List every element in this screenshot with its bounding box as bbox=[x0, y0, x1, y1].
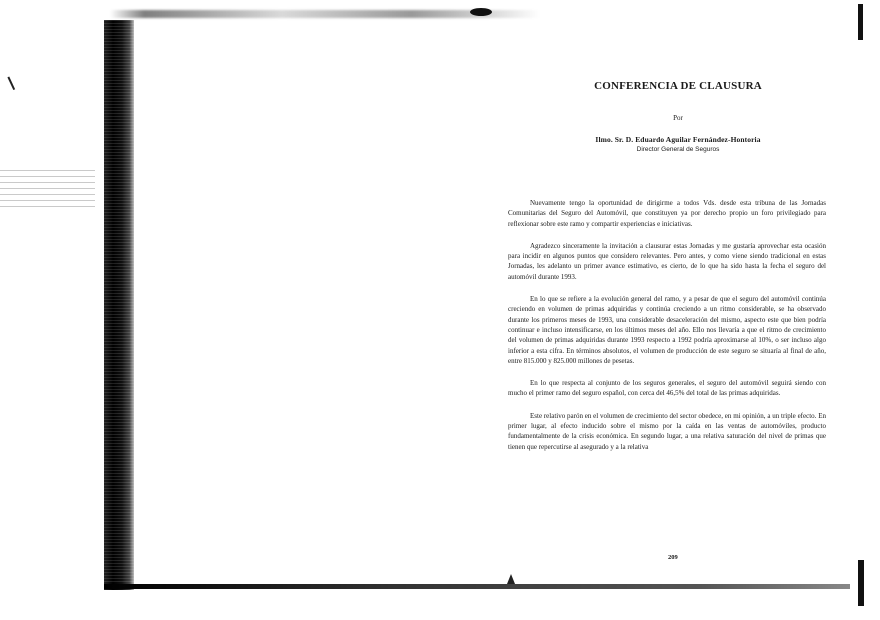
scan-mark-bottom bbox=[507, 574, 515, 584]
author-role: Director General de Seguros bbox=[636, 146, 720, 153]
body-text bbox=[508, 198, 826, 452]
scan-edge-right-bottom bbox=[858, 560, 864, 606]
author-name: Ilmo. Sr. D. Eduardo Aguilar Fernández-Hontoria bbox=[595, 135, 761, 144]
paragraph: Nuevamente tengo la oportunidad de dirigirme a todos Vds. desde esta tribuna de las Jornadas Comunitarias del Seguro del Automóvil, que constituyen ya por derecho propio un foro privilegiado para reflexionar sobre este ramo y compartir experiencias e iniciativas. bbox=[508, 199, 826, 228]
paragraph: En lo que respecta al conjunto de los seguros generales, el seguro del automóvil seguirá siendo con mucho el primer ramo del seguro español, con cerca del 46,5% del total de las primas adquiridas. bbox=[508, 379, 826, 398]
page-title: CONFERENCIA DE CLAUSURA bbox=[594, 80, 762, 92]
byline: Por bbox=[673, 114, 683, 122]
scan-mark-left bbox=[7, 74, 20, 90]
book-spine-streaks bbox=[104, 20, 134, 590]
document-page bbox=[508, 80, 826, 464]
page-number: 209 bbox=[668, 554, 678, 561]
scan-blot bbox=[470, 8, 492, 16]
paragraph: En lo que se refiere a la evolución general del ramo, y a pesar de que el seguro del automóvil continúa creciendo en volumen de primas adquiridas y continúa creciendo a un ritmo considerable, se ha observado durante los primeros meses de 1993, una considerable desaceleración del mismo, aspecto este que bien podría continuar e incluso intensificarse, en los últimos meses del año. Ello nos llevaría a que el ritmo de crecimiento del volumen de primas adquiridas durante 1993 respecto a 1992 podría aproximarse al 10%, o ser incluso algo inferior a esta cifra. En términos absolutos, el volumen de producción de este seguro se situaría al final de año, entre 815.000 y 825.000 millones de pesetas. bbox=[508, 295, 826, 365]
scan-bleed-left bbox=[0, 170, 95, 210]
page-bottom-edge bbox=[104, 584, 850, 589]
paragraph: Agradezco sinceramente la invitación a clausurar estas Jornadas y me gustaría aprovechar esta ocasión para incidir en algunos puntos que considero relevantes. Pero antes, y como viene siendo tradicional en estas Jornadas, les adelanto un primer avance estimativo, es cierto, de lo que ha sido hasta la fecha el seguro del automóvil durante 1993. bbox=[508, 241, 826, 281]
paragraph: Este relativo parón en el volumen de crecimiento del sector obedece, en mi opinión, a un triple efecto. En primer lugar, al efecto inducido sobre el mismo por la caída en las ventas de automóviles, producto fundamentalmente de la crisis económica. En segundo lugar, a una relativa saturación del nivel de primas que tienen que repercutirse al asegurado y a la relativa bbox=[508, 411, 826, 451]
scan-edge-right-top bbox=[858, 4, 863, 40]
